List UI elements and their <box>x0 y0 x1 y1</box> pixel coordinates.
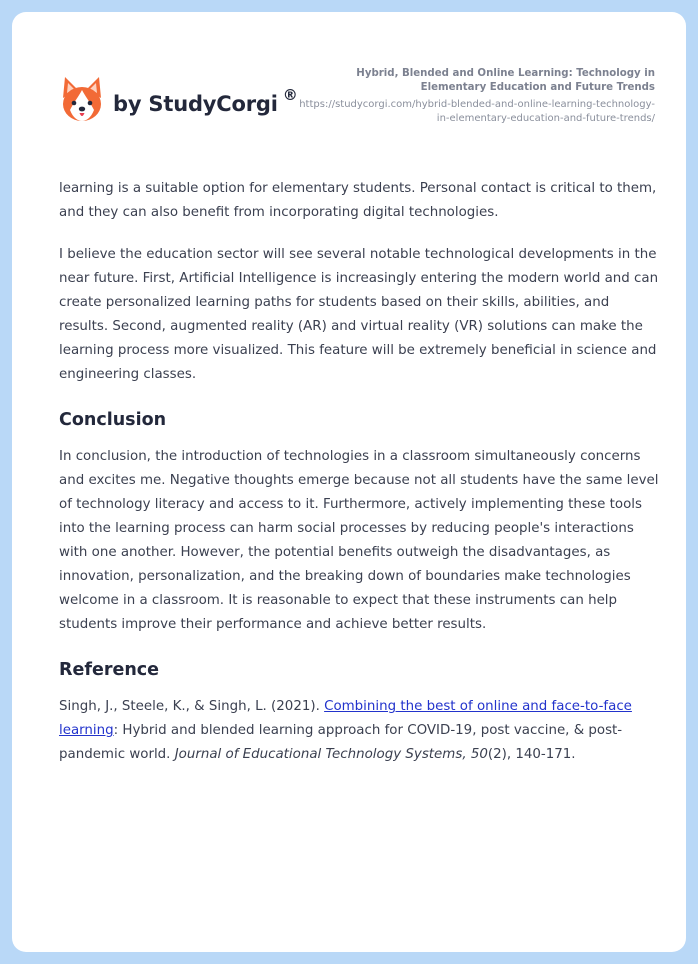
studycorgi-logo[interactable] <box>60 76 298 124</box>
reference-heading: Reference <box>59 660 160 680</box>
reference-issue-pages: (2), 140-171. <box>487 747 576 762</box>
document-url[interactable]: https://studycorgi.com/hybrid-blended-and-online-learning-technology-in-elementary-education-and-future-trends/ <box>299 99 655 124</box>
body-paragraph: I believe the education sector will see several notable technological developments in the near future. First, Artificial Intelligence is increasingly entering the modern world and can create personalized learning paths for students based on their skills, abilities, and results. Second, augmented reality (AR) and virtual reality (VR) solutions can make the learning process more visualized. This feature will be extremely beneficial in science and engineering classes. <box>59 247 659 382</box>
reference-title-rest: : Hybrid and blended learning approach for COVID-19, post vaccine, & post-pandemic world. <box>59 723 623 762</box>
reference-journal: Journal of Educational Technology Systems, 50 <box>174 747 488 762</box>
brand-name: by StudyCorgi ® <box>113 86 298 116</box>
document-header <box>295 67 655 126</box>
corgi-icon <box>60 76 104 124</box>
body-paragraph: learning is a suitable option for elementary students. Personal contact is critical to them, and they can also benefit from incorporating digital technologies. <box>59 181 657 220</box>
conclusion-heading: Conclusion <box>59 410 167 430</box>
document-page <box>12 12 686 952</box>
document-body <box>59 177 659 785</box>
reference-entry <box>59 695 659 767</box>
conclusion-paragraph: In conclusion, the introduction of technologies in a classroom simultaneously concerns and excites me. Negative thoughts emerge because not all students have the same level of technology literacy and access to it. Furthermore, actively implementing these tools into the learning process can harm social processes by reducing people's interactions with one another. However, the potential benefits outweigh the disadvantages, as innovation, personalization, and the breaking down of boundaries make technologies welcome in a classroom. It is reasonable to expect that these instruments can help students improve their performance and achieve better results. <box>59 449 659 632</box>
document-title: Hybrid, Blended and Online Learning: Technology in Elementary Education and Future Trends <box>356 68 655 93</box>
reference-authors: Singh, J., Steele, K., & Singh, L. (2021). <box>59 699 325 714</box>
registered-mark: ® <box>282 86 298 104</box>
reference-link[interactable]: Combining the best of online and face-to-face learning <box>59 699 632 738</box>
